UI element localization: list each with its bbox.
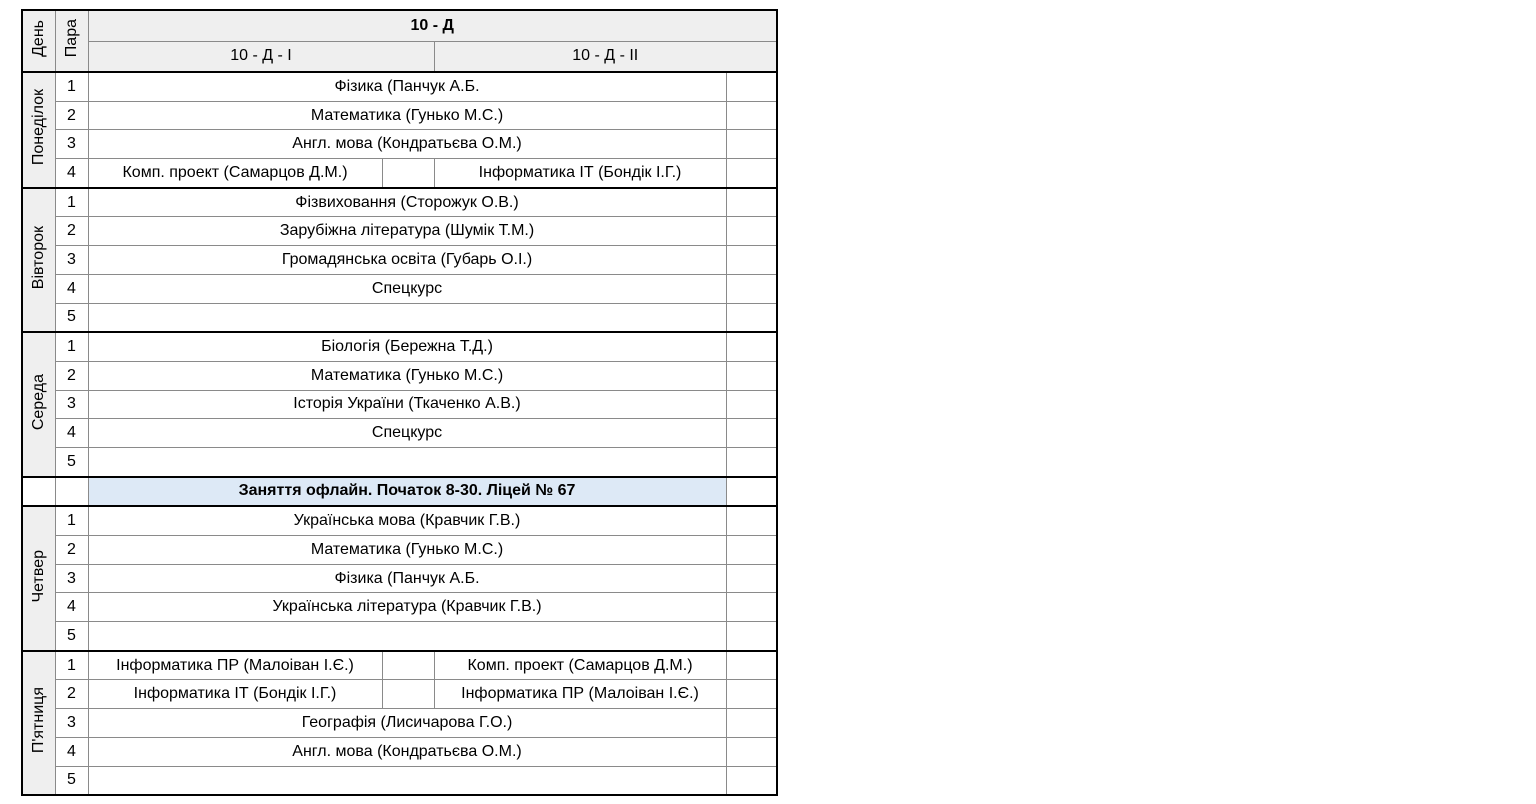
lesson-number: 2 bbox=[55, 536, 88, 565]
lesson-cell bbox=[88, 303, 726, 332]
day-header bbox=[22, 10, 55, 72]
day-header-label: День bbox=[29, 20, 47, 57]
lesson-cell: Історія України (Ткаченко А.В.) bbox=[88, 390, 726, 419]
day-thursday-label: Четвер bbox=[29, 549, 47, 603]
lesson-number: 3 bbox=[55, 246, 88, 275]
empty-cell bbox=[22, 477, 55, 507]
empty-cell bbox=[726, 217, 777, 246]
empty-cell bbox=[726, 159, 777, 188]
lesson-number: 1 bbox=[55, 188, 88, 217]
lesson-cell bbox=[88, 622, 726, 651]
day-tuesday-label: Вівторок bbox=[29, 225, 47, 290]
lesson-number: 4 bbox=[55, 737, 88, 766]
empty-cell bbox=[726, 361, 777, 390]
lesson-cell: Географія (Лисичарова Г.О.) bbox=[88, 709, 726, 738]
empty-cell bbox=[55, 477, 88, 507]
day-tuesday bbox=[22, 188, 55, 332]
schedule-sheet bbox=[21, 9, 778, 796]
group1-header: 10 - Д - I bbox=[88, 41, 434, 72]
lesson-cell: Українська мова (Кравчик Г.В.) bbox=[88, 506, 726, 535]
lesson-cell bbox=[88, 447, 726, 476]
lesson-cell: Фізика (Панчук А.Б. bbox=[88, 564, 726, 593]
lesson-cell-group2: Інформатика ІТ (Бондік І.Г.) bbox=[434, 159, 726, 188]
lesson-number: 5 bbox=[55, 447, 88, 476]
empty-cell bbox=[726, 390, 777, 419]
empty-cell bbox=[726, 737, 777, 766]
lesson-number: 4 bbox=[55, 159, 88, 188]
lesson-cell: Зарубіжна література (Шумік Т.М.) bbox=[88, 217, 726, 246]
lesson-number: 3 bbox=[55, 564, 88, 593]
para-header-label: Пара bbox=[62, 19, 80, 58]
lesson-number: 3 bbox=[55, 130, 88, 159]
lesson-number: 1 bbox=[55, 72, 88, 101]
day-friday bbox=[22, 651, 55, 795]
lesson-number: 2 bbox=[55, 361, 88, 390]
empty-cell bbox=[382, 159, 434, 188]
empty-cell bbox=[726, 419, 777, 448]
offline-notice: Заняття офлайн. Початок 8-30. Ліцей № 67 bbox=[88, 477, 726, 507]
lesson-cell-group2: Комп. проект (Самарцов Д.М.) bbox=[434, 651, 726, 680]
lesson-cell: Громадянська освіта (Губарь О.І.) bbox=[88, 246, 726, 275]
lesson-cell: Українська література (Кравчик Г.В.) bbox=[88, 593, 726, 622]
empty-cell bbox=[726, 447, 777, 476]
lesson-number: 5 bbox=[55, 622, 88, 651]
empty-cell bbox=[382, 651, 434, 680]
lesson-cell-group1: Інформатика ІТ (Бондік І.Г.) bbox=[88, 680, 382, 709]
empty-cell bbox=[726, 274, 777, 303]
empty-cell bbox=[726, 332, 777, 361]
empty-cell bbox=[726, 709, 777, 738]
lesson-number: 3 bbox=[55, 709, 88, 738]
lesson-cell: Англ. мова (Кондратьєва О.М.) bbox=[88, 737, 726, 766]
lesson-cell: Фізвиховання (Сторожук О.В.) bbox=[88, 188, 726, 217]
empty-cell bbox=[726, 536, 777, 565]
lesson-number: 2 bbox=[55, 101, 88, 130]
day-wednesday-label: Середа bbox=[29, 373, 47, 430]
empty-cell bbox=[726, 593, 777, 622]
empty-cell bbox=[726, 506, 777, 535]
lesson-cell-group1: Інформатика ПР (Малоіван І.Є.) bbox=[88, 651, 382, 680]
lesson-cell-group2: Інформатика ПР (Малоіван І.Є.) bbox=[434, 680, 726, 709]
empty-cell bbox=[726, 651, 777, 680]
day-monday bbox=[22, 72, 55, 188]
empty-cell bbox=[726, 101, 777, 130]
empty-cell bbox=[726, 303, 777, 332]
lesson-number: 4 bbox=[55, 274, 88, 303]
lesson-cell: Спецкурс bbox=[88, 274, 726, 303]
para-header bbox=[55, 10, 88, 72]
day-monday-label: Понеділок bbox=[29, 89, 47, 166]
empty-cell bbox=[726, 622, 777, 651]
lesson-cell: Англ. мова (Кондратьєва О.М.) bbox=[88, 130, 726, 159]
lesson-cell-group1: Комп. проект (Самарцов Д.М.) bbox=[88, 159, 382, 188]
group2-header: 10 - Д - II bbox=[434, 41, 777, 72]
lesson-number: 2 bbox=[55, 680, 88, 709]
lesson-number: 1 bbox=[55, 651, 88, 680]
lesson-number: 1 bbox=[55, 506, 88, 535]
lesson-number: 4 bbox=[55, 593, 88, 622]
empty-cell bbox=[726, 72, 777, 101]
schedule-table bbox=[21, 9, 778, 796]
lesson-number: 3 bbox=[55, 390, 88, 419]
lesson-cell: Спецкурс bbox=[88, 419, 726, 448]
lesson-number: 5 bbox=[55, 303, 88, 332]
day-thursday bbox=[22, 506, 55, 650]
lesson-number: 1 bbox=[55, 332, 88, 361]
empty-cell bbox=[726, 188, 777, 217]
class-title: 10 - Д bbox=[88, 10, 777, 41]
empty-cell bbox=[726, 564, 777, 593]
empty-cell bbox=[726, 246, 777, 275]
empty-cell bbox=[726, 130, 777, 159]
lesson-cell: Фізика (Панчук А.Б. bbox=[88, 72, 726, 101]
empty-cell bbox=[726, 680, 777, 709]
lesson-cell: Математика (Гунько М.С.) bbox=[88, 361, 726, 390]
lesson-cell bbox=[88, 766, 726, 795]
empty-cell bbox=[726, 766, 777, 795]
empty-cell bbox=[382, 680, 434, 709]
day-friday-label: П'ятниця bbox=[29, 687, 47, 754]
lesson-number: 2 bbox=[55, 217, 88, 246]
day-wednesday bbox=[22, 332, 55, 476]
lesson-number: 4 bbox=[55, 419, 88, 448]
empty-cell bbox=[726, 477, 777, 507]
lesson-number: 5 bbox=[55, 766, 88, 795]
lesson-cell: Математика (Гунько М.С.) bbox=[88, 101, 726, 130]
lesson-cell: Біологія (Бережна Т.Д.) bbox=[88, 332, 726, 361]
lesson-cell: Математика (Гунько М.С.) bbox=[88, 536, 726, 565]
